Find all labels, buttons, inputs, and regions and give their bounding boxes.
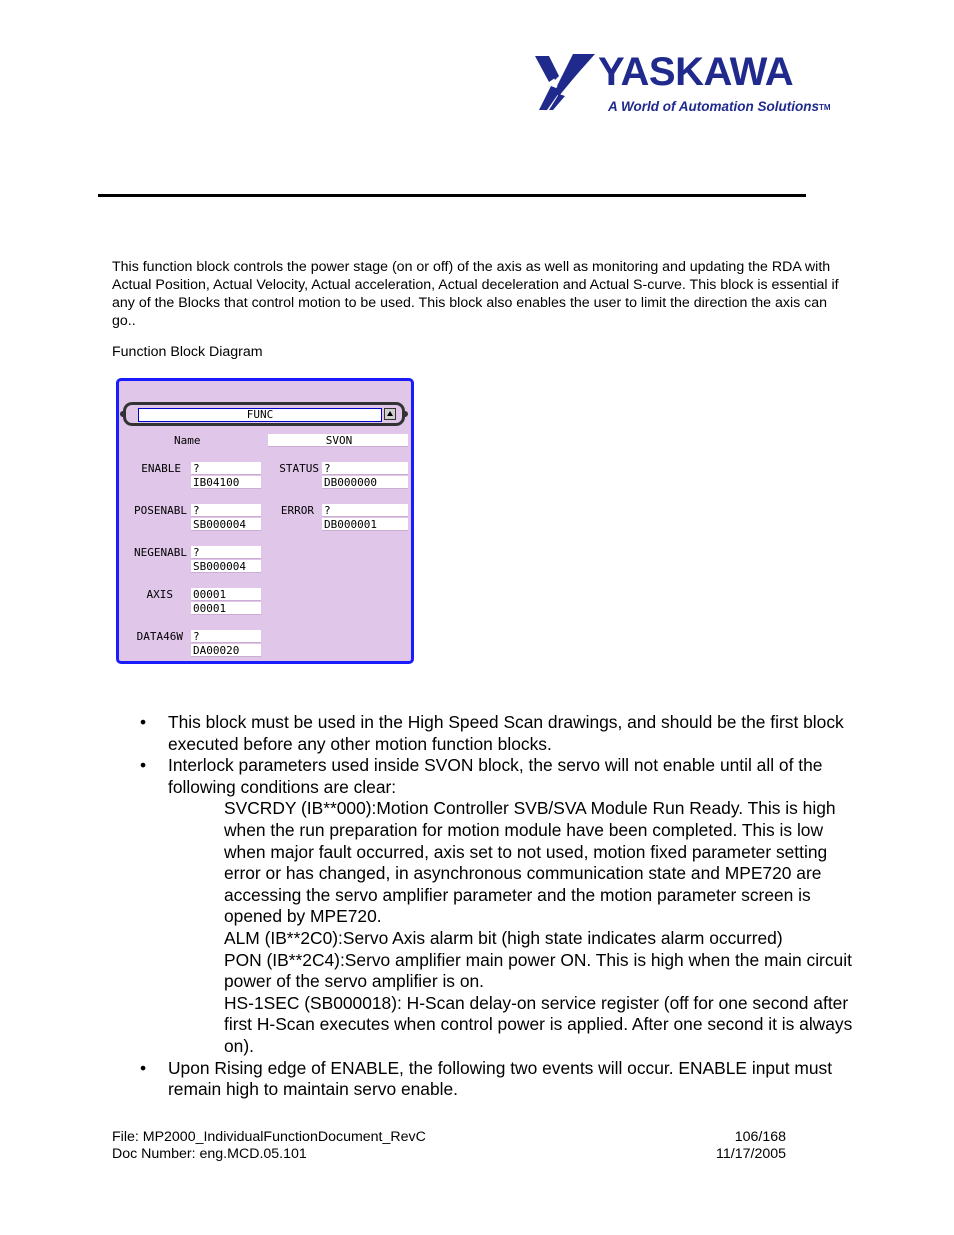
output-label-error: ERROR: [280, 504, 314, 517]
footer-right: [680, 1129, 786, 1163]
block-name-field[interactable]: SVON: [268, 434, 408, 447]
output-error-register[interactable]: DB000001: [322, 518, 408, 531]
input-data46w-value[interactable]: ?: [191, 630, 261, 643]
diagram-label: Function Block Diagram: [112, 344, 263, 360]
input-data46w-register[interactable]: DA00020: [191, 644, 261, 657]
logo-wordmark: YASKAWA: [598, 50, 794, 94]
footer-date: 11/17/2005: [716, 1146, 786, 1162]
footer-file: File: MP2000_IndividualFunctionDocument_RevC: [112, 1129, 426, 1145]
input-axis-register[interactable]: 00001: [191, 602, 261, 615]
bullet-icon: •: [140, 712, 147, 732]
list-item: • Interlock parameters used inside SVON block, the servo will not enable until all of the following conditions are clear: SVCRDY (IB**000):Motion Controller SVB/SVA Module Run Ready. This is high when the run preparation for motion module have been completed. This is low when major fault occurred, axis set to not used, motion fixed parameter setting error or has changed, in asynchronous communication state and MPE720 are accessing the servo amplifier parameter and the motion parameter screen is opened by MPE720. ALM (IB**2C0):Servo Axis alarm bit (high state indicates alarm occurred) PON (IB**2C4):Servo amplifier main power ON. This is high when the main circuit power of the servo amplifier is on. HS-1SEC (SB000018): H-Scan delay-on service register (off for one second after first H-Scan executes when control power is applied. After one second it is always on).: [140, 755, 860, 1057]
footer-page: 106/168: [734, 1129, 786, 1145]
function-type-field[interactable]: FUNC: [138, 408, 382, 422]
input-enable-value[interactable]: ?: [191, 462, 261, 475]
input-negenabl-register[interactable]: SB000004: [191, 560, 261, 573]
bullet-icon: •: [140, 1057, 147, 1078]
condition-alm: ALM (IB**2C0):Servo Axis alarm bit (high state indicates alarm occurred): [224, 927, 783, 948]
expand-arrow-icon[interactable]: [384, 408, 396, 420]
list-item: • Upon Rising edge of ENABLE, the following two events will occur. ENABLE input must remain high to maintain servo enable.: [140, 1057, 833, 1100]
name-label: Name: [174, 434, 201, 447]
input-enable-register[interactable]: IB04100: [191, 476, 261, 489]
input-label-data46w: DATA46W: [136, 630, 183, 643]
function-block-header: [123, 402, 405, 426]
yaskawa-logo: [533, 50, 831, 124]
input-negenabl-value[interactable]: ?: [191, 546, 261, 559]
condition-pon: PON (IB**2C4):Servo amplifier main power ON. This is high when the main circuit power of the servo amplifier is on.: [224, 949, 852, 992]
output-label-status: STATUS: [279, 462, 319, 475]
output-status-value[interactable]: ?: [322, 462, 408, 475]
input-label-axis: AXIS: [146, 588, 173, 601]
input-label-posenabl: POSENABL: [134, 504, 187, 517]
notes-list: [140, 712, 860, 1101]
input-posenabl-register[interactable]: SB000004: [191, 518, 261, 531]
footer-left: [112, 1129, 426, 1163]
input-axis-value[interactable]: 00001: [191, 588, 261, 601]
header-rule: [98, 194, 806, 197]
yaskawa-logo-mark-icon: [533, 52, 597, 112]
output-status-register[interactable]: DB000000: [322, 476, 408, 489]
condition-svcrdy: SVCRDY (IB**000):Motion Controller SVB/SVA Module Run Ready. This is high when the run preparation for motion module have been completed. This is low when major fault occurred, axis set to not used, motion fixed parameter setting error or has changed, in asynchronous communication state and MPE720 are accessing the servo amplifier parameter and the motion parameter screen is opened by MPE720.: [224, 798, 836, 927]
output-error-value[interactable]: ?: [322, 504, 408, 517]
logo-tagline: A World of Automation SolutionsTM: [608, 99, 831, 114]
function-block-panel: [116, 378, 414, 664]
list-item: • This block must be used in the High Speed Scan drawings, and should be the first block executed before any other motion function blocks.: [140, 712, 844, 754]
input-label-negenabl: NEGENABL: [134, 546, 187, 559]
bullet-icon: •: [140, 755, 147, 776]
footer-doc-number: Doc Number: eng.MCD.05.101: [112, 1146, 307, 1162]
input-posenabl-value[interactable]: ?: [191, 504, 261, 517]
intro-paragraph: This function block controls the power stage (on or off) of the axis as well as monitoring and updating the RDA with Actual Position, Actual Velocity, Actual acceleration, Actual deceleration and Actual S-curve. This block is essential if any of the Blocks that control motion to be used. This block also enables the user to limit the direction the axis can go..: [112, 259, 839, 329]
input-label-enable: ENABLE: [141, 462, 181, 475]
condition-hs-1sec: HS-1SEC (SB000018): H-Scan delay-on service register (off for one second after first H-Scan executes when control power is applied. After one second it is always on).: [224, 992, 853, 1056]
trademark-mark: TM: [818, 103, 831, 112]
